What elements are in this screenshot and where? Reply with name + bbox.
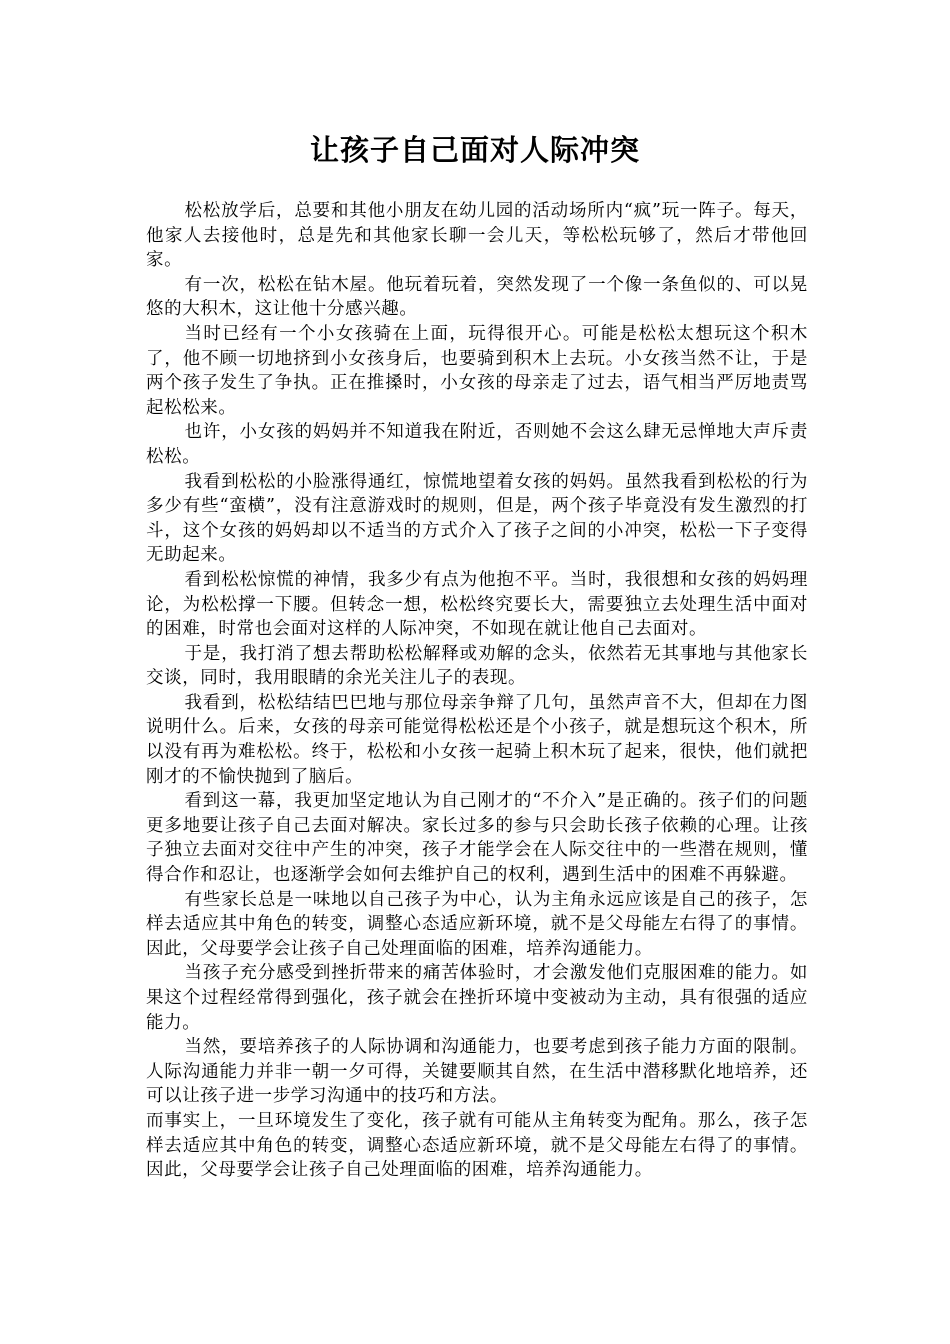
paragraph-9: 看到这一幕，我更加坚定地认为自己刚才的“不介入”是正确的。孩子们的问题更多地要让孩子自己去面对解决。家长过多的参与只会助长孩子依赖的心理。让孩子独立去面对交往中产生的冲突，孩子才能学会在人际交往中的一些潜在规则，懂得合作和忍让，也逐渐学会如何去维护自己的权利，遇到生活中的困难不再躲避。 — [146, 791, 808, 886]
paragraph-3: 当时已经有一个小女孩骑在上面，玩得很开心。可能是松松太想玩这个积木了，他不顾一切地挤到小女孩身后，也要骑到积木上去玩。小女孩当然不让，于是两个孩子发生了争执。正在推搡时，小女孩的母亲走了过去，语气相当严厉地责骂起松松来。 — [146, 323, 808, 418]
paragraph-2: 有一次，松松在钻木屋。他玩着玩着，突然发现了一个像一条鱼似的、可以晃悠的大积木，这让他十分感兴趣。 — [146, 274, 808, 320]
paragraph-12: 当然，要培养孩子的人际协调和沟通能力，也要考虑到孩子能力方面的限制。人际沟通能力并非一朝一夕可得，关键要顺其自然，在生活中潜移默化地培养，还可以让孩子进一步学习沟通中的技巧和方法。 — [146, 1037, 808, 1107]
paragraph-11: 当孩子充分感受到挫折带来的痛苦体验时，才会激发他们克服困难的能力。如果这个过程经常得到强化，孩子就会在挫折环境中变被动为主动，具有很强的适应能力。 — [146, 963, 808, 1033]
document-title: 让孩子自己面对人际冲突 — [309, 133, 640, 167]
document-body — [146, 199, 808, 1183]
paragraph-10: 有些家长总是一味地以自己孩子为中心，认为主角永远应该是自己的孩子，怎样去适应其中角色的转变，调整心态适应新环境，就不是父母能左右得了的事情。因此，父母要学会让孩子自己处理面临的困难，培养沟通能力。 — [146, 889, 808, 959]
paragraph-5: 我看到松松的小脸涨得通红，惊慌地望着女孩的妈妈。虽然我看到松松的行为多少有些“蛮横”，没有注意游戏时的规则，但是，两个孩子毕竟没有发生激烈的打斗，这个女孩的妈妈却以不适当的方式介入了孩子之间的小冲突，松松一下子变得无助起来。 — [146, 471, 808, 566]
paragraph-8: 我看到，松松结结巴巴地与那位母亲争辩了几句，虽然声音不大，但却在力图说明什么。后来，女孩的母亲可能觉得松松还是个小孩子，就是想玩这个积木，所以没有再为难松松。终于，松松和小女孩一起骑上积木玩了起来，很快，他们就把刚才的不愉快抛到了脑后。 — [146, 692, 808, 787]
paragraph-1: 松松放学后，总要和其他小朋友在幼儿园的活动场所内“疯”玩一阵子。每天，他家人去接他时，总是先和其他家长聊一会儿天，等松松玩够了，然后才带他回家。 — [146, 201, 808, 271]
paragraph-6: 看到松松惊慌的神情，我多少有点为他抱不平。当时，我很想和女孩的妈妈理论，为松松撑一下腰。但转念一想，松松终究要长大，需要独立去处理生活中面对的困难，时常也会面对这样的人际冲突，不如现在就让他自己去面对。 — [146, 569, 808, 640]
paragraph-4: 也许，小女孩的妈妈并不知道我在附近，否则她不会这么肆无忌惮地大声斥责松松。 — [146, 422, 808, 467]
paragraph-13: 而事实上，一旦环境发生了变化，孩子就有可能从主角转变为配角。那么，孩子怎样去适应其中角色的转变，调整心态适应新环境，就不是父母能左右得了的事情。因此，父母要学会让孩子自己处理面临的困难，培养沟通能力。 — [146, 1110, 808, 1181]
paragraph-7: 于是，我打消了想去帮助松松解释或劝解的念头，依然若无其事地与其他家长交谈，同时，我用眼睛的余光关注儿子的表现。 — [146, 643, 808, 689]
